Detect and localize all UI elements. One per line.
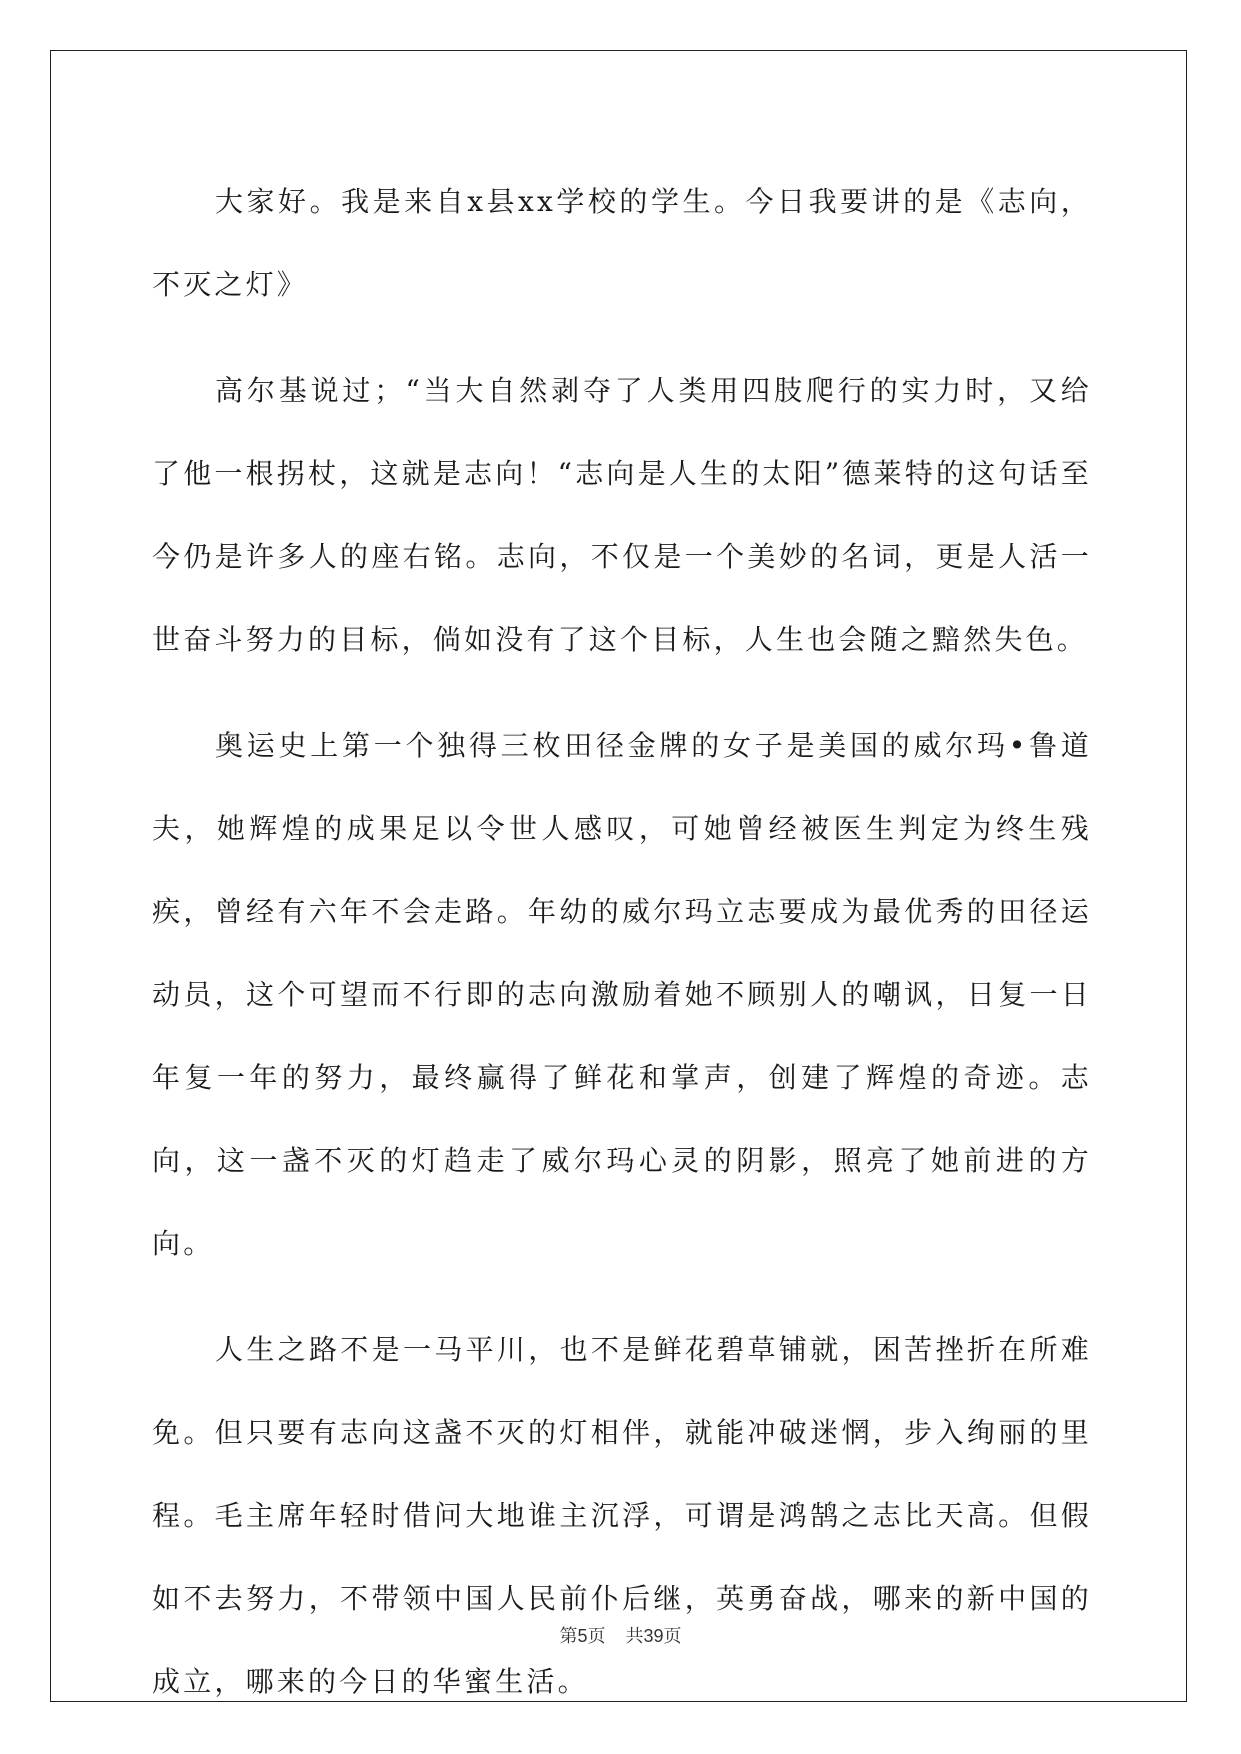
page-prefix: 第 (559, 1626, 578, 1646)
paragraph-1: 大家好。我是来自x县xx学校的学生。今日我要讲的是《志向，不灭之灯》 (152, 185, 1092, 301)
paragraph-3: 奥运史上第一个独得三枚田径金牌的女子是美国的威尔玛•鲁道夫，她辉煌的成果足以令世人感叹，可她曾经被医生判定为终生残疾，曾经有六年不会走路。年幼的威尔玛立志要成为最优秀的田径运动员，这个可望而不行即的志向激励着她不顾别人的嘲讽，日复一日年复一年的努力，最终赢得了鲜花和掌声，创建了辉煌的奇迹。志向，这一盏不灭的灯趋走了威尔玛心灵的阴影，照亮了她前进的方向。 (152, 729, 1092, 1260)
total-prefix: 共 (625, 1626, 644, 1646)
page-suffix: 页 (587, 1626, 606, 1646)
total-pages: 39 (643, 1626, 664, 1646)
document-body (152, 160, 1092, 1746)
paragraph-2: 高尔基说过；“当大自然剥夺了人类用四肢爬行的实力时，又给了他一根拐杖，这就是志向！“志向是人生的太阳”德莱特的这句话至今仍是许多人的座右铭。志向，不仅是一个美妙的名词，更是人活一世奋斗努力的目标，倘如没有了这个目标，人生也会随之黯然失色。 (152, 374, 1092, 656)
paragraph-4: 人生之路不是一马平川，也不是鲜花碧草铺就，困苦挫折在所难免。但只要有志向这盏不灭的灯相伴，就能冲破迷惘，步入绚丽的里程。毛主席年轻时借问大地谁主沉浮，可谓是鸿鹄之志比天高。但假如不去努力，不带领中国人民前仆后继，英勇奋战，哪来的新中国的成立，哪来的今日的华蜜生活。 (152, 1333, 1092, 1698)
total-suffix: 页 (663, 1626, 682, 1646)
page-footer (0, 1622, 1241, 1648)
page-number: 5 (577, 1626, 588, 1646)
